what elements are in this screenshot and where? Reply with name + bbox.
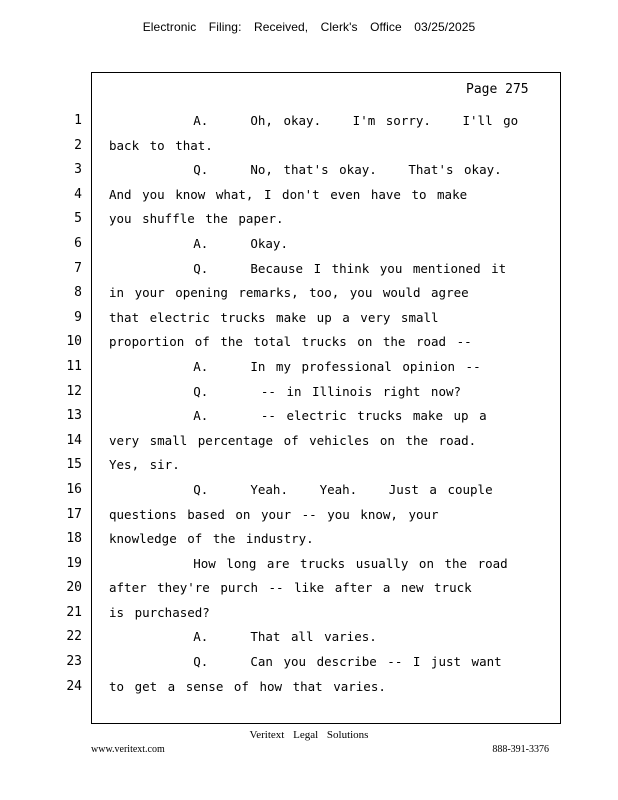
transcript-line: knowledge of the industry. xyxy=(109,531,314,547)
transcript-line: questions based on your -- you know, your xyxy=(109,506,439,522)
line-number-column xyxy=(60,113,82,703)
line-number: 6 xyxy=(74,235,82,251)
line-number: 14 xyxy=(66,432,82,448)
transcript-line: And you know what, I don't even have to make xyxy=(109,186,468,202)
transcript-line: that electric trucks make up a very small xyxy=(109,309,439,325)
transcript-line: after they're purch -- like after a new truck xyxy=(109,580,472,596)
transcript-line: in your opening remarks, too, you would agree xyxy=(109,285,469,301)
line-number: 9 xyxy=(74,309,82,325)
line-number: 8 xyxy=(74,285,82,301)
line-number: 17 xyxy=(66,506,82,522)
line-number: 7 xyxy=(74,260,82,276)
line-number: 11 xyxy=(66,358,82,374)
transcript-line: Q. Can you describe -- I just want xyxy=(109,654,502,670)
transcript-line: A. Oh, okay. I'm sorry. I'll go xyxy=(109,113,519,128)
line-number: 4 xyxy=(74,186,82,202)
transcript-line: A. That all varies. xyxy=(109,629,377,645)
line-number: 5 xyxy=(74,211,82,227)
transcript-line: A. -- electric trucks make up a xyxy=(109,408,487,424)
transcript-line: Q. Yeah. Yeah. Just a couple xyxy=(109,481,493,497)
line-number: 24 xyxy=(66,678,82,694)
line-number: 15 xyxy=(66,457,82,473)
transcript-line: Q. -- in Illinois right now? xyxy=(109,383,462,399)
line-number: 10 xyxy=(66,334,82,350)
line-number: 20 xyxy=(66,580,82,596)
footer-company: Veritext Legal Solutions xyxy=(249,729,369,741)
transcript-line: back to that. xyxy=(109,137,213,153)
transcript-line: How long are trucks usually on the road xyxy=(109,555,508,571)
transcript-body xyxy=(109,113,549,703)
footer-phone: 888-391-3376 xyxy=(492,744,549,755)
line-number: 16 xyxy=(66,481,82,497)
line-number: 19 xyxy=(66,555,82,571)
transcript-line: A. Okay. xyxy=(109,235,288,251)
transcript-line: very small percentage of vehicles on the road. xyxy=(109,432,477,448)
line-number: 13 xyxy=(66,408,82,424)
filing-stamp-header: Electronic Filing: Received, Clerk's Office 03/25/2025 xyxy=(142,20,476,34)
line-number: 1 xyxy=(74,113,82,128)
line-number: 3 xyxy=(74,162,82,178)
transcript-line: A. In my professional opinion -- xyxy=(109,358,481,374)
footer-website: www.veritext.com xyxy=(91,744,165,755)
transcript-line: you shuffle the paper. xyxy=(109,211,284,227)
line-number: 12 xyxy=(66,383,82,399)
transcript-line: to get a sense of how that varies. xyxy=(109,678,386,694)
line-number: 2 xyxy=(74,137,82,153)
page-number: Page 275 xyxy=(466,82,529,97)
line-number: 22 xyxy=(66,629,82,645)
transcript-line: is purchased? xyxy=(109,604,210,620)
transcript-line: proportion of the total trucks on the road -- xyxy=(109,334,472,350)
transcript-line: Yes, sir. xyxy=(109,457,180,473)
transcript-line: Q. No, that's okay. That's okay. xyxy=(109,162,502,178)
line-number: 21 xyxy=(66,604,82,620)
transcript-line: Q. Because I think you mentioned it xyxy=(109,260,507,276)
line-number: 18 xyxy=(66,531,82,547)
line-number: 23 xyxy=(66,654,82,670)
